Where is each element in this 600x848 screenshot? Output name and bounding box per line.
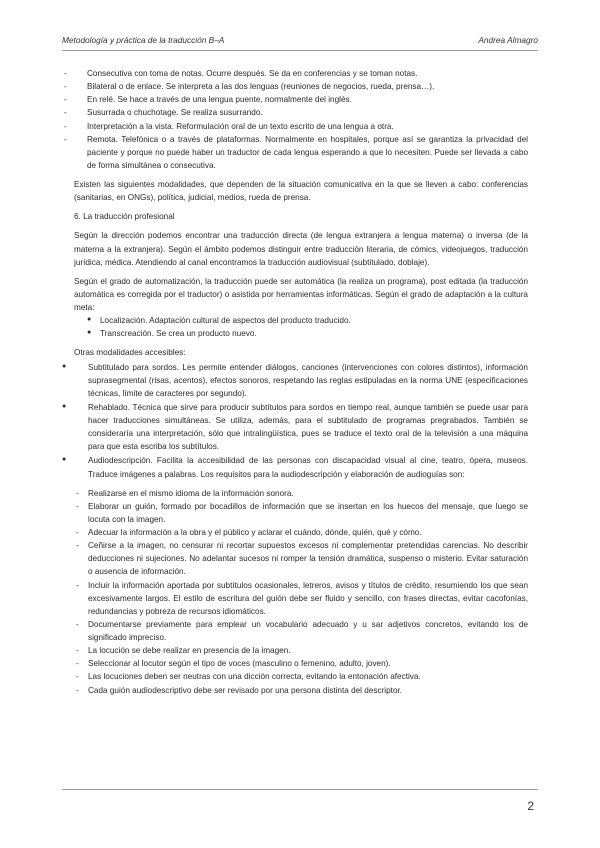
list-item: - Cada guión audiodescriptivo debe ser revisado por una persona distinta del descriptor. [88,684,528,697]
section-heading: 6. La traducción profesional [74,212,175,222]
list-item: - Realizarse en el mismo idioma de la información sonora. [88,487,528,500]
paragraph-automation: Según el grado de automatización, la traducción puede ser automática (la realiza un programa), post editada (la traducción automática es corregida por el traductor) o asistida por herramientas informáticas. Según el grado de adaptación a la cultura meta: [74,276,528,312]
accessible-modalities-list [74,361,528,697]
paragraph-modalities: Existen las siguientes modalidades, que dependen de la situación comunicativa en la que se lleven a cabo: conferencias (sanitarias, en ONGs), política, judicial, medios, rueda de prensa. [74,180,528,203]
header-author: Andrea Almagro [478,35,538,45]
interpretation-modes-list [74,67,528,172]
list-item: ● Transcreación. Se crea un producto nuevo. [86,327,528,340]
list-item: ● Subtitulado para sordos. Les permite entender diálogos, canciones (intervenciones con colores distintos), información suprasegmental (risas, acentos), efectos sonoros, respetando las reglas estipuladas en la norma UNE (especificaciones técnicas, límite de caracteres por segundo). [74,361,528,400]
list-item: ● Localización. Adaptación cultural de aspectos del producto traducido. [86,314,528,327]
list-item: - Las locuciones deben ser neutras con una dicción correcta, evitando la entonación afectiva. [88,670,528,683]
list-item: - La locución se debe realizar en presencia de la imagen. [88,644,528,657]
list-item: - Remota. Telefónica o a través de plataformas. Normalmente en hospitales, porque así se garantiza la privacidad del paciente y porque no puede haber un traductor de cada lengua esperando a que lo necesiten. Puede ser llevada a cabo de forma simultánea o consecutiva. [74,133,528,172]
footer-divider [62,789,538,790]
paragraph-direction: Según la dirección podemos encontrar una traducción directa (de lengua extranjera a lengua materna) o inversa (de la materna a la extranjera). Según el ámbito podemos distinguir entre traducción literaria, de cómics, videojuegos, traducción jurídica, médica. Atendiendo al canal encontramos la traducción audiovisual (subtitulado, doblaje). [74,231,528,267]
list-item: - Bilateral o de enlace. Se interpreta a las dos lenguas (reuniones de negocios, rueda, prensa…). [74,80,528,93]
list-item [74,454,528,696]
list-item: - Elaborar un guión, formado por bocadillos de información que se insertan en los huecos del mensaje, que luego se locuta con la imagen. [88,500,528,526]
page-header [62,35,538,45]
list-item: - En relé. Se hace a través de una lengua puente, normalmente del inglés. [74,93,528,106]
list-item: - Adecuar la información a la obra y el público y aclarar el cuándo, dónde, quién, qué y cómo. [88,526,528,539]
list-item: - Consecutiva con toma de notas. Ocurre después. Se da en conferencias y se toman notas. [74,67,528,80]
list-item-text: Audiodescripción. Facilita la accesibilidad de las personas con discapacidad visual al cine, teatro, ópera, museos. Traduce imágenes a palabras. Los requisitos para la audiodescripción y elaboración de audioguías son: [88,456,528,479]
header-course-title: Metodología y práctica de la traducción B–A [62,35,225,45]
list-item: - Seleccionar al locutor según el tipo de voces (masculino o femenino, adulto, joven). [88,657,528,670]
adaptation-list [74,314,528,340]
list-item: ● Rehablado. Técnica que sirve para producir subtítulos para sordos en tiempo real, aunque también se puede usar para hacer traducciones simultáneas. Se utiliza, además, para el subtitulado de programas pregrabados. También se consideraría una interpretación, sólo que intralingüística, pues se traduce el texto oral de la televisión a una máquina para que esta escriba los subtítulos. [74,401,528,454]
list-item: - Documentarse previamente para emplear un vocabulario adecuado y u sar adjetivos concretos, evitando los de significado impreciso. [88,618,528,644]
audiodescription-requirements-list [88,487,528,697]
paragraph-other-modalities: Otras modalidades accesibles: [74,348,186,358]
header-divider [62,50,538,51]
list-item: - Incluir la información aportada por subtítulos ocasionales, letreros, avisos y títulos de crédito, resumiendo los que sean excesivamente largos. El estilo de escritura del guión debe ser fluido y sencillo, con frases directas, evitar cacofonías, redundancias y pobreza de recursos idiomáticos. [88,579,528,618]
list-item: - Interpretación a la vista. Reformulación oral de un texto escrito de una lengua a otra. [74,120,528,133]
list-item: - Ceñirse a la imagen, no censurar ni recortar supuestos excesos ni complementar pretendidas carencias. No describir deducciones ni sujeciones. No adelantar sucesos ni romper la tensión dramática, suspenso o misterio. Evitar saturación o ausencia de información. [88,539,528,578]
page-body [74,67,528,697]
list-item: - Susurrada o chuchotage. Se realiza susurrando. [74,106,528,119]
page-number: 2 [527,799,534,813]
